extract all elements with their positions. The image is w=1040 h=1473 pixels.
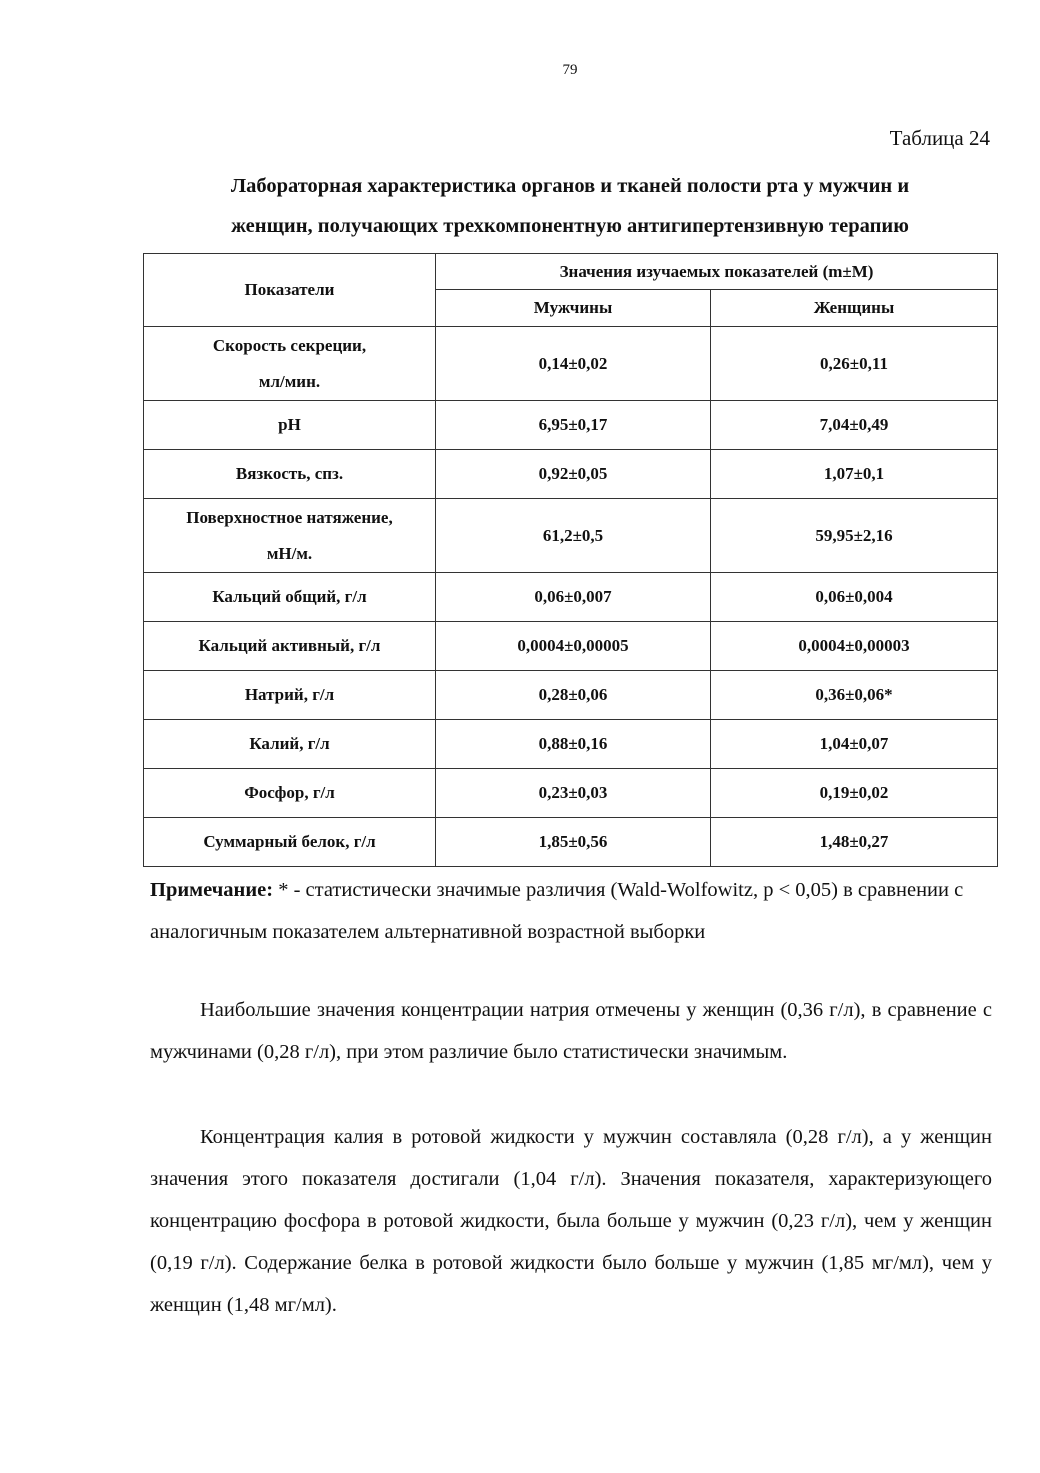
indicator-line: мл/мин. bbox=[258, 371, 321, 391]
table-row bbox=[144, 720, 998, 769]
men-value: 0,92±0,05 bbox=[436, 450, 711, 499]
women-value: 1,07±0,1 bbox=[711, 450, 998, 499]
page-number: 79 bbox=[562, 62, 578, 78]
women-value: 0,36±0,06* bbox=[711, 671, 998, 720]
men-value: 0,14±0,02 bbox=[436, 327, 711, 401]
women-value: 1,48±0,27 bbox=[711, 818, 998, 867]
women-value: 0,0004±0,00003 bbox=[711, 622, 998, 671]
women-value: 7,04±0,49 bbox=[711, 401, 998, 450]
indicator-cell bbox=[144, 327, 436, 401]
paragraph-sodium: Наибольшие значения концентрации натрия отмечены у женщин (0,36 г/л), в сравнение с мужчинами (0,28 г/л), при этом различие было статистически значимым. bbox=[150, 999, 992, 1063]
table-row bbox=[144, 327, 998, 401]
header-women: Женщины bbox=[711, 290, 998, 327]
men-value: 0,28±0,06 bbox=[436, 671, 711, 720]
men-value: 0,06±0,007 bbox=[436, 573, 711, 622]
indicator-cell: Суммарный белок, г/л bbox=[144, 818, 436, 867]
indicator-cell bbox=[144, 499, 436, 573]
data-table bbox=[143, 253, 998, 867]
men-value: 0,0004±0,00005 bbox=[436, 622, 711, 671]
table-note bbox=[150, 869, 1000, 953]
table-row bbox=[144, 401, 998, 450]
women-value: 1,04±0,07 bbox=[711, 720, 998, 769]
table-row bbox=[144, 769, 998, 818]
indicator-cell: Калий, г/л bbox=[144, 720, 436, 769]
men-value: 1,85±0,56 bbox=[436, 818, 711, 867]
table-row bbox=[144, 573, 998, 622]
men-value: 0,88±0,16 bbox=[436, 720, 711, 769]
header-indicator: Показатели bbox=[144, 254, 436, 327]
table-row bbox=[144, 671, 998, 720]
indicator-cell: Кальций активный, г/л bbox=[144, 622, 436, 671]
table-row bbox=[144, 499, 998, 573]
indicator-cell: Вязкость, спз. bbox=[144, 450, 436, 499]
indicator-cell: pH bbox=[144, 401, 436, 450]
indicator-line: Скорость секреции, bbox=[212, 335, 367, 355]
table-header-row bbox=[144, 254, 998, 290]
paragraph-potassium: Концентрация калия в ротовой жидкости у мужчин составляла (0,28 г/л), а у женщин значения этого показателя достигали (1,04 г/л). Значения показателя, характеризующего концентрацию фосфора в ротовой жидкости, была больше у мужчин (0,23 г/л), чем у женщин (0,19 г/л). Содержание белка в ротовой жидкости было больше у мужчин (1,85 мг/мл), чем у женщин (1,48 мг/мл). bbox=[150, 1126, 992, 1316]
women-value: 0,06±0,004 bbox=[711, 573, 998, 622]
table-title-line1: Лабораторная характеристика органов и тканей полости рта у мужчин и bbox=[230, 175, 910, 197]
table-row bbox=[144, 450, 998, 499]
men-value: 6,95±0,17 bbox=[436, 401, 711, 450]
women-value: 0,19±0,02 bbox=[711, 769, 998, 818]
table-title bbox=[100, 166, 1040, 246]
note-label: Примечание: bbox=[150, 879, 274, 901]
table-title-line2: женщин, получающих трехкомпонентную антигипертензивную терапию bbox=[231, 215, 909, 237]
indicator-line: мН/м. bbox=[266, 543, 313, 563]
indicator-line: Поверхностное натяжение, bbox=[186, 507, 393, 527]
men-value: 61,2±0,5 bbox=[436, 499, 711, 573]
women-value: 59,95±2,16 bbox=[711, 499, 998, 573]
table-row bbox=[144, 818, 998, 867]
note-text: * - статистически значимые различия (Wald-Wolfowitz, p < 0,05) в сравнении с аналогичным показателем альтернативной возрастной выборки bbox=[150, 879, 964, 943]
table-caption: Таблица 24 bbox=[889, 126, 990, 150]
table-row bbox=[144, 622, 998, 671]
men-value: 0,23±0,03 bbox=[436, 769, 711, 818]
header-men: Мужчины bbox=[436, 290, 711, 327]
indicator-cell: Фосфор, г/л bbox=[144, 769, 436, 818]
indicator-cell: Натрий, г/л bbox=[144, 671, 436, 720]
women-value: 0,26±0,11 bbox=[711, 327, 998, 401]
header-values: Значения изучаемых показателей (m±M) bbox=[436, 254, 998, 290]
indicator-cell: Кальций общий, г/л bbox=[144, 573, 436, 622]
